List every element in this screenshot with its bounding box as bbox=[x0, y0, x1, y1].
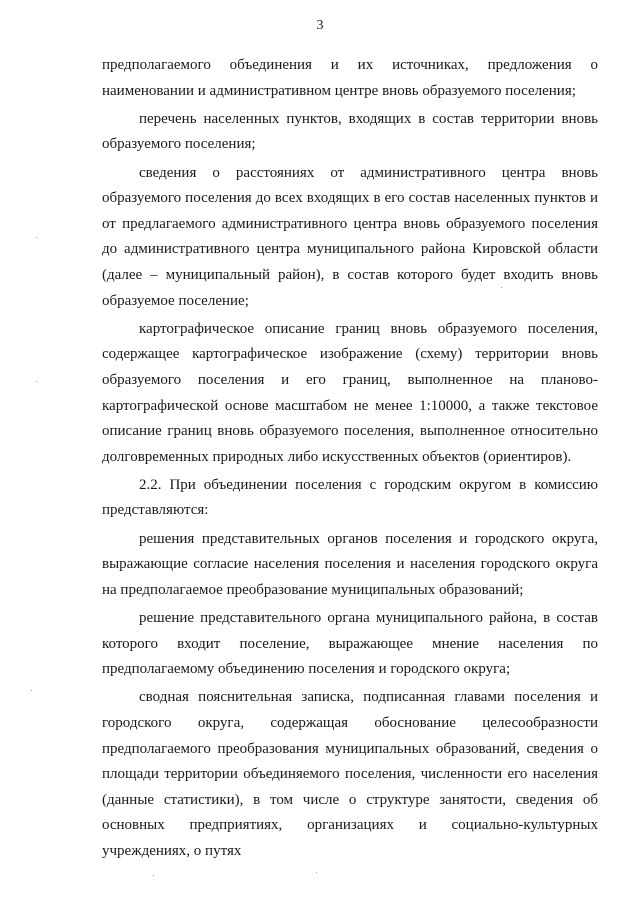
paragraph-explanatory-note: сводная пояснительная записка, подписанная главами поселения и городского округа, содержащая обоснование целесообразности предполагаемого преобразования муниципальных образований, сведения о площади территории объединяемого поселения, численности его населения (данные статистики), в том числе о структуре занятости, сведения об основных предприятиях, организациях и социально-культурных учреждениях, о путях bbox=[102, 689, 598, 859]
paragraph-cartographic-description: картографическое описание границ вновь образуемого поселения, содержащее картографическое изображение (схему) территории вновь образуемого поселения и его границ, выполненное на планово-картографической основе масштабом не менее 1:10000, а также текстовое описание границ вновь образуемого поселения, выполненное относительно долговременных природных либо искусственных объектов (ориентиров). bbox=[102, 320, 598, 465]
paragraph-continuation: предполагаемого объединения и их источниках, предложения о наименовании и административном центре вновь образуемого поселения; bbox=[102, 57, 598, 99]
paragraph-settlements-list: перечень населенных пунктов, входящих в состав территории вновь образуемого поселения; bbox=[102, 110, 598, 153]
scan-speck bbox=[316, 872, 317, 873]
scan-speck bbox=[31, 690, 32, 691]
paragraph-representative-decisions: решения представительных органов поселения и городского округа, выражающие согласие населения поселения и населения городского округа на предполагаемое преобразование муниципальных образований; bbox=[102, 530, 598, 598]
paragraph-distances: сведения о расстояниях от административного центра вновь образуемого поселения до всех входящих в его состав населенных пунктов и от предлагаемого административного центра вновь образуемого поселения до административного центра муниципального района Кировской области (далее – муниципальный район), в состав которого будет входить вновь образуемое поселение; bbox=[102, 164, 598, 309]
scan-speck bbox=[501, 287, 502, 288]
scan-speck bbox=[36, 381, 37, 382]
paragraph-district-decision: решение представительного органа муниципального района, в состав которого входит поселение, выражающее мнение населения по предполагаемому объединению поселения и городского округа; bbox=[102, 610, 598, 678]
paragraph-section-2-2: 2.2. При объединении поселения с городским округом в комиссию представляются: bbox=[102, 476, 598, 519]
page-number: 3 bbox=[316, 18, 324, 33]
document-body bbox=[102, 53, 598, 865]
scan-speck bbox=[36, 237, 37, 238]
scan-speck bbox=[153, 875, 154, 876]
